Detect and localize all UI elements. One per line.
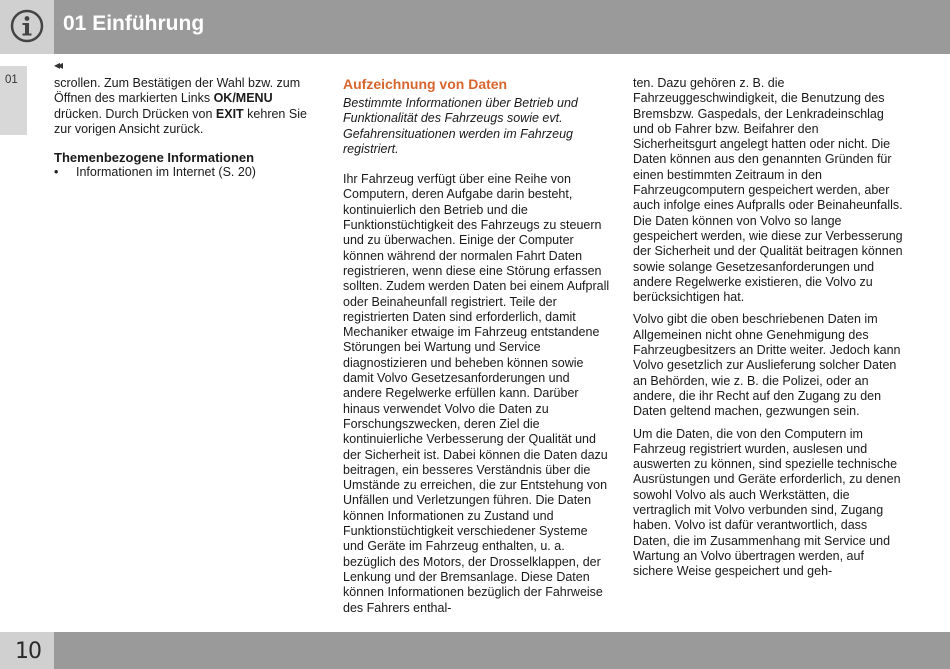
exit-keyword: EXIT	[215, 106, 244, 121]
ok-menu-keyword: OK/MENU	[213, 91, 273, 106]
column-right	[633, 76, 903, 580]
chapter-side-tab[interactable]	[0, 66, 27, 135]
section-lead: Bestimmte Informationen über Betrieb und Funktionalität des Fahrzeugs sowie evt. Gefahrensituationen werden im Fahrzeug registriert.	[343, 96, 578, 156]
intro-paragraph	[54, 76, 324, 137]
page-number-box	[0, 632, 54, 669]
paragraph-1: ten. Dazu gehören z. B. die Fahrzeuggeschwindigkeit, die Benutzung des Bremsbzw. Gaspedals, der Lenkradeinschlag und ob Fahrer bzw. Beifahrer den Sicherheitsgurt angelegt hatten oder nicht. Die Daten können aus den genannten Gründen für einen bestimmten Zeitraum in den Fahrzeugcomputern gespeichert werden, aber auch infolge eines Aufpralls oder Beinaheunfalls. Die Daten können von Volvo so lange gespeichert werden, wie diese zur Verbesserung der Sicherheit und der Qualität beitragen können sowie solange Gesetzesanforderungen und andere Regelwerke existieren, die Volvo zu berücksichtigen hat.	[633, 76, 903, 305]
section-body: Ihr Fahrzeug verfügt über eine Reihe von Computern, deren Aufgabe darin besteht, kontinuierlich den Betrieb und die Funktionstüchtigkeit des Fahrzeugs zu steuern und zu überwachen. Einige der Computer können während der normalen Fahrt Daten registrieren, wenn diese eine Störung erfassen sollten. Zudem werden Daten bei einem Aufprall oder Beinaheunfall registriert. Teile der registrierten Daten sind erforderlich, damit Mechaniker etwaige im Fahrzeug entstandene Störungen bei Wartung und Service diagnostizieren und beheben können sowie damit Volvo Gesetzesanforderungen und andere Regelwerke erfüllen kann. Darüber hinaus verwendet Volvo die Daten zu Forschungszwecken, deren Ziel die kontinuierliche Verbesserung der Qualität und der Sicherheit ist. Dabei können die Daten dazu beitragen, ein besseres Verständnis über die Umstände zu erreichen, die zur Entstehung von Unfällen und Verletzungen führen. Die Daten können Informationen zu Zustand und Funktionstüchtigkeit verschiedener Systeme und Geräte im Fahrzeug enthalten, u. a. bezüglich des Motors, der Drosselklappen, der Lenkung und der Bremsanlage. Diese Daten können Informationen bezüglich der Fahrweise des Fahrers enthal-	[343, 172, 610, 615]
info-icon	[9, 8, 45, 44]
column-left	[54, 76, 324, 181]
page-footer	[0, 632, 950, 669]
info-logo-box	[0, 0, 54, 54]
page-number: 10	[15, 639, 41, 664]
related-info-item[interactable]	[54, 165, 324, 180]
paragraph-3: Um die Daten, die von den Computern im Fahrzeug registriert wurden, auslesen und auswerten zu können, sind spezielle technische Ausrüstungen und Geräte erforderlich, zu denen sowohl Volvo als auch Werkstätten, die vertraglich mit Volvo verbunden sind, Zugang haben. Volvo ist dafür verantwortlich, dass Daten, die im Zusammenhang mit Service und Wartung an Volvo übertragen werden, auf sichere Weise gespeichert und geh-	[633, 426, 901, 579]
related-info-link[interactable]: Informationen im Internet (S. 20)	[76, 165, 256, 180]
intro-text: scrollen. Zum Bestätigen der Wahl bzw. zum Öffnen des markierten Links	[54, 76, 301, 106]
column-middle	[343, 76, 611, 616]
chapter-header	[0, 0, 950, 54]
bullet-icon: •	[54, 165, 59, 180]
intro-text-mid: drücken. Durch Drücken von	[54, 106, 216, 121]
intro-text-end: kehren Sie zur vorigen Ansicht zurück.	[54, 106, 307, 136]
section-title: Aufzeichnung von Daten	[343, 76, 508, 92]
chapter-title: 01 Einführung	[63, 12, 205, 35]
paragraph-2: Volvo gibt die oben beschriebenen Daten im Allgemeinen nicht ohne Genehmigung des Fahrzeugbesitzers an Dritte weiter. Jedoch kann Volvo gesetzlich zur Auslieferung solcher Daten an Behörden, wie z. B. die Polizei, oder an andere, die ihr Recht auf den Zugang zu den Daten geltend machen, gezwungen sein.	[633, 312, 901, 419]
back-arrows-icon[interactable]: ◂◂	[54, 58, 61, 72]
chapter-side-tab-label: 01	[5, 74, 18, 86]
related-info-heading: Themenbezogene Informationen	[54, 150, 255, 166]
